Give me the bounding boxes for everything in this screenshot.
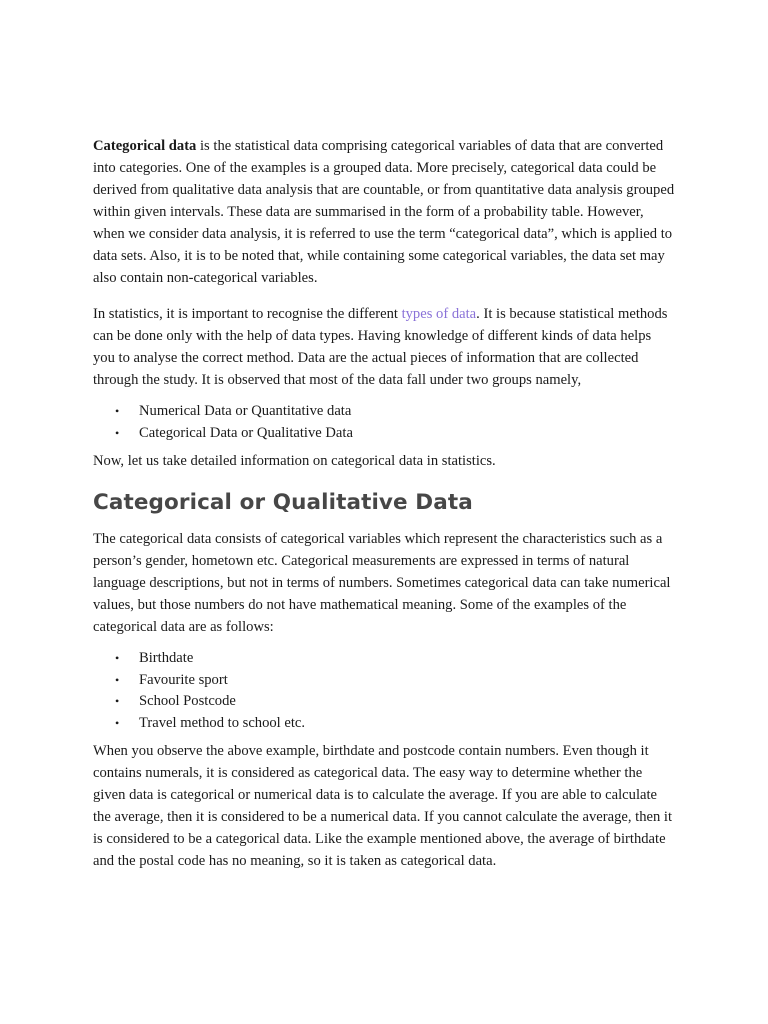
stats-text-after-link: . It is because statistical methods can be done only with the help of data types. Having knowledge of different kinds of data helps you to analyse the correct method. Data are the actual pieces of information that are collected through the study. It is observed that most of the data fall under two groups namely,: [93, 306, 668, 388]
list-item: • Categorical Data or Qualitative Data: [93, 423, 675, 445]
intro-text: is the statistical data comprising categorical variables of data that are converted into categories. One of the examples is a grouped data. More precisely, categorical data could be derived from qualitative data analysis that are countable, or from quantitative data analysis grouped within given intervals. These data are summarised in the form of a probability table. However, when we consider data analysis, it is referred to use the term “categorical data”, which is applied to data sets. Also, it is to be noted that, while containing some categorical variables, the data set may also contain non-categorical variables.: [93, 138, 675, 286]
section-heading: Categorical or Qualitative Data: [93, 490, 473, 515]
document-page: [93, 135, 675, 872]
stats-text-before-link: In statistics, it is important to recognise the different: [93, 306, 402, 322]
intro-paragraph: [93, 135, 675, 289]
data-groups-list: [93, 401, 675, 444]
list-item: • Favourite sport: [93, 670, 675, 692]
intro-bold-term: Categorical data: [93, 138, 197, 154]
types-of-data-link[interactable]: types of data: [401, 306, 477, 322]
list-item: • Birthdate: [93, 648, 675, 670]
section-paragraph: The categorical data consists of categorical variables which represent the characteristics such as a person’s gender, hometown etc. Categorical measurements are expressed in terms of natural language descriptions, but not in terms of numbers. Sometimes categorical data can take numerical values, but those numbers do not have mathematical meaning. Some of the examples of the categorical data are as follows:: [93, 531, 671, 635]
conclusion-paragraph: When you observe the above example, birthdate and postcode contain numbers. Even though it contains numerals, it is considered as categorical data. The easy way to determine whether the given data is categorical or numerical data is to calculate the average. If you are able to calculate the average, then it is considered to be a numerical data. If you cannot calculate the average, then it is considered to be a categorical data. Like the example mentioned above, the average of birthdate and the postal code has no meaning, so it is taken as categorical data.: [93, 743, 673, 869]
list-item: • Numerical Data or Quantitative data: [93, 401, 675, 423]
list-item: • School Postcode: [93, 691, 675, 713]
transition-paragraph: Now, let us take detailed information on categorical data in statistics.: [93, 453, 496, 469]
list-item: • Travel method to school etc.: [93, 713, 675, 735]
examples-list: [93, 648, 675, 734]
stats-paragraph: [93, 303, 675, 391]
